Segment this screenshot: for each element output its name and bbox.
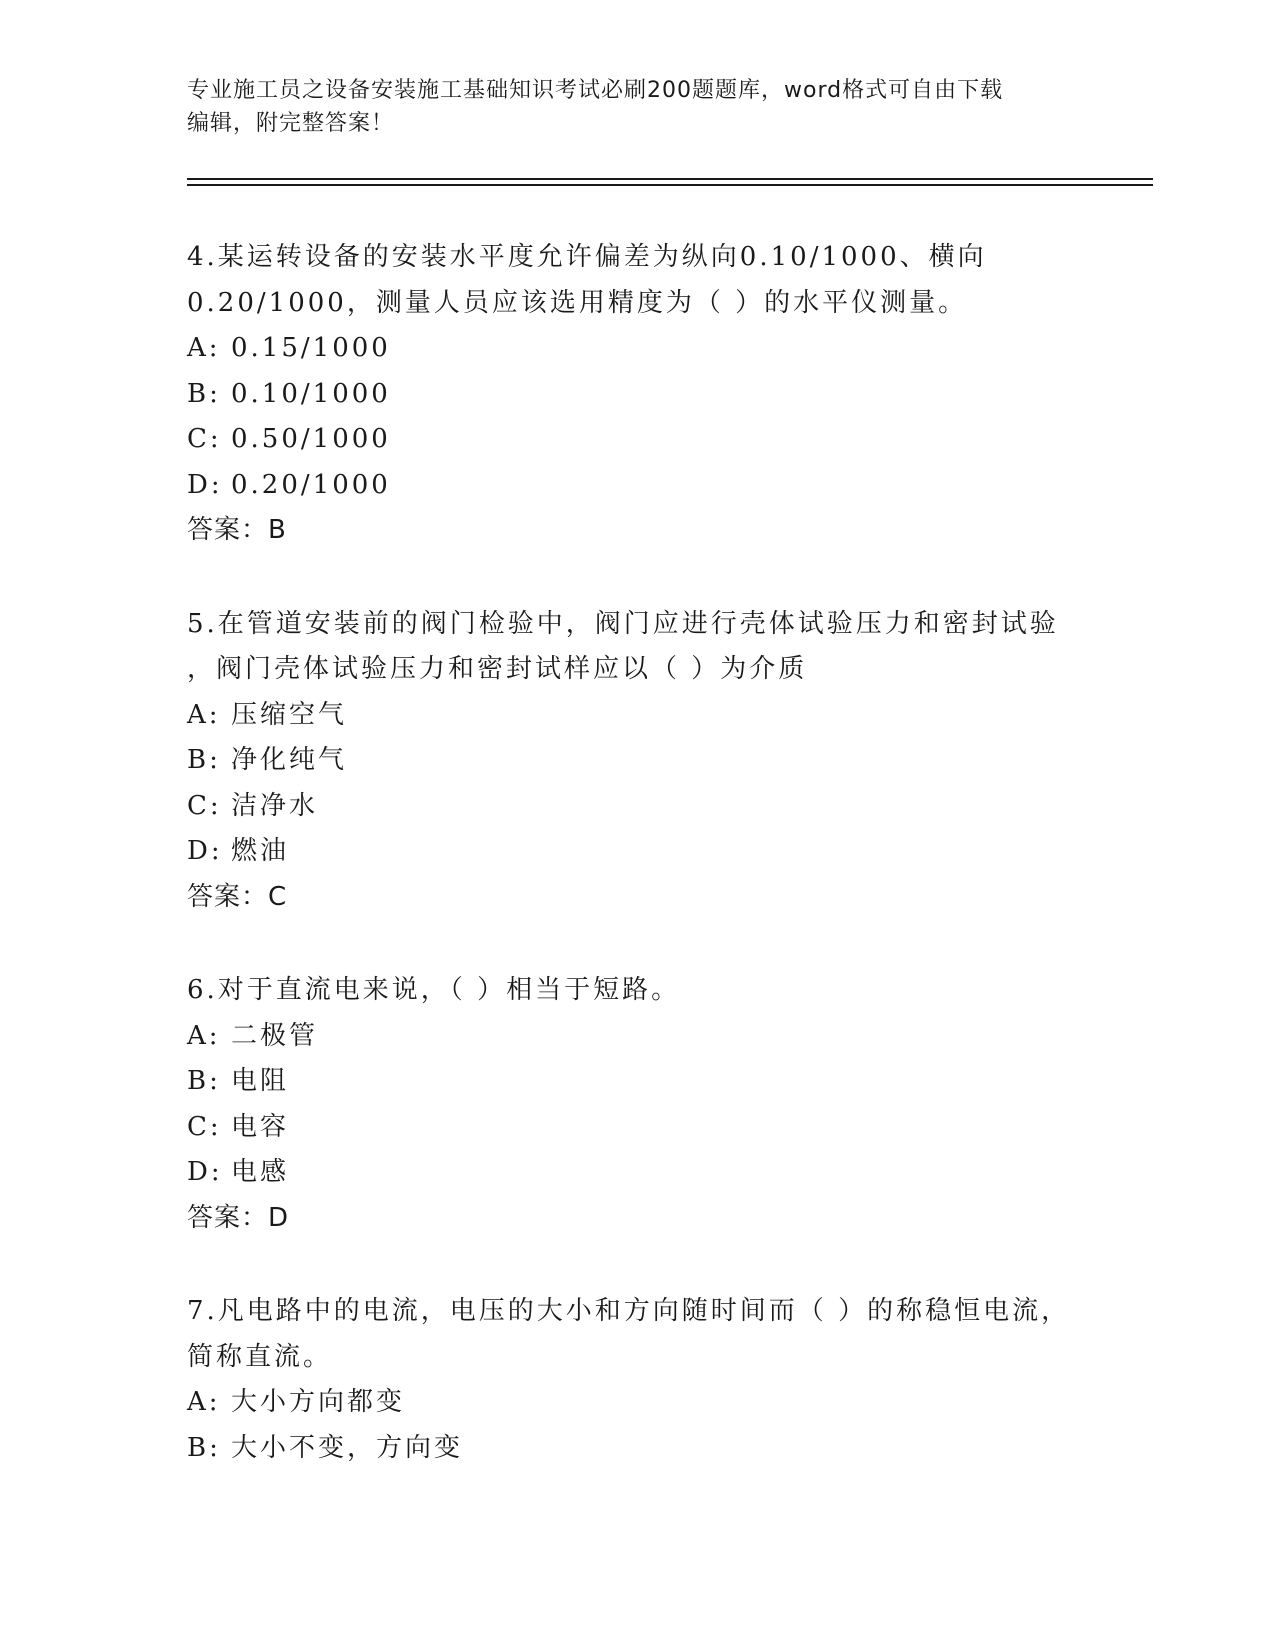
- option-b: [187, 1426, 1067, 1472]
- option-text: 二极管: [231, 1020, 319, 1051]
- option-b: [187, 1059, 1067, 1105]
- option-c: [187, 784, 1067, 830]
- option-text: 电感: [231, 1157, 290, 1187]
- option-key: D:: [187, 469, 223, 500]
- header-line-1: 专业施工员之设备安装施工基础知识考试必刷200题题库，word格式可自由下载: [187, 78, 1004, 103]
- option-key: A:: [187, 1020, 221, 1051]
- option-text: 0.10/1000: [231, 378, 391, 409]
- header-divider-top: [187, 178, 1153, 180]
- question-stem: 0.20/1000，测量人员应该选用精度为（ ）的水平仪测量。: [187, 287, 968, 318]
- option-text: 压缩空气: [231, 699, 348, 730]
- question-stem: 简称直流。: [187, 1341, 333, 1372]
- option-key: C:: [187, 424, 222, 454]
- option-b: [187, 738, 1067, 784]
- option-text: 0.15/1000: [231, 333, 391, 363]
- question-6: [187, 968, 1067, 1241]
- document-header: [187, 74, 1067, 140]
- question-stem: 4.某运转设备的安装水平度允许偏差为纵向0.10/1000、横向: [187, 242, 987, 272]
- option-d: [187, 1150, 1067, 1196]
- option-text: 电容: [231, 1111, 290, 1142]
- option-text: 洁净水: [231, 790, 319, 821]
- question-stem: 6.对于直流电来说，（ ）相当于短路。: [187, 975, 681, 1005]
- option-key: B:: [187, 378, 221, 409]
- option-b: [187, 372, 1067, 418]
- option-a: [187, 1380, 1067, 1426]
- option-key: D:: [187, 836, 223, 866]
- question-stem: 5.在管道安装前的阀门检验中，阀门应进行壳体试验压力和密封试验: [187, 608, 1059, 639]
- option-text: 大小不变，方向变: [231, 1432, 464, 1463]
- option-text: 0.50/1000: [231, 424, 391, 454]
- question-list: [187, 235, 1071, 1519]
- option-text: 0.20/1000: [231, 469, 391, 500]
- option-key: B:: [187, 1066, 221, 1096]
- header-line-2: 编辑，附完整答案！: [187, 111, 395, 136]
- option-a: [187, 693, 1067, 739]
- question-4: [187, 235, 1067, 554]
- answer-line: 答案：C: [187, 881, 288, 912]
- option-text: 大小方向都变: [231, 1387, 406, 1417]
- header-divider-bottom: [187, 184, 1153, 186]
- option-c: [187, 417, 1067, 463]
- option-key: D:: [187, 1157, 223, 1187]
- option-text: 燃油: [231, 836, 290, 866]
- option-key: B:: [187, 1432, 221, 1463]
- question-5: [187, 602, 1067, 921]
- question-stem: ，阀门壳体试验压力和密封试样应以（ ）为介质: [187, 654, 808, 684]
- option-key: C:: [187, 790, 222, 821]
- answer-line: 答案：B: [187, 515, 287, 545]
- option-key: A:: [187, 1387, 221, 1417]
- option-d: [187, 463, 1067, 509]
- option-key: A:: [187, 333, 221, 363]
- option-key: C:: [187, 1111, 222, 1142]
- answer-line: 答案：D: [187, 1202, 290, 1233]
- option-a: [187, 1014, 1067, 1060]
- option-key: B:: [187, 745, 221, 775]
- option-text: 电阻: [231, 1066, 290, 1096]
- question-stem: 7.凡电路中的电流，电压的大小和方向随时间而（ ）的称稳恒电流，: [187, 1296, 1071, 1326]
- option-text: 净化纯气: [231, 745, 348, 775]
- option-key: A:: [187, 699, 221, 730]
- question-7: [187, 1289, 1071, 1471]
- option-d: [187, 829, 1067, 875]
- option-c: [187, 1105, 1067, 1151]
- option-a: [187, 326, 1067, 372]
